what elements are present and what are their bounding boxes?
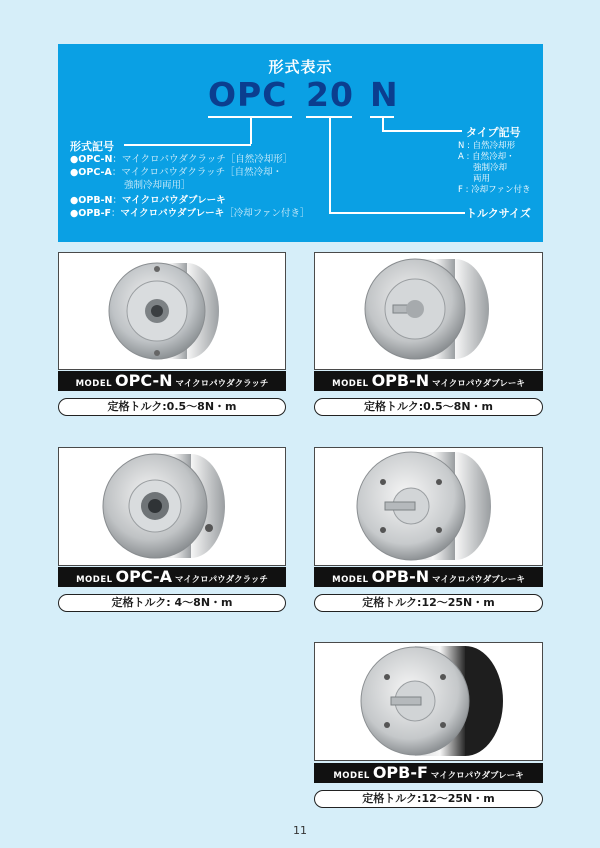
code-part-size: 20: [306, 75, 354, 114]
leader-series-h: [124, 144, 251, 146]
brake-image: [315, 253, 542, 369]
leader-type-v: [382, 118, 384, 130]
model-bar-opc-a: MODEL OPC-A マイクロパウダクラッチ: [58, 567, 286, 587]
model-bar-opb-n-small: MODEL OPB-N マイクロパウダブレーキ: [314, 371, 543, 391]
model-row-opb-n: ●OPB-N：マイクロパウダブレーキ: [70, 195, 226, 206]
type-row-f: F : 冷却ファン付き: [458, 185, 531, 195]
torque-pill-opb-n-small: 定格トルク:0.5～8N・m: [314, 398, 543, 416]
product-photo-opb-n-large: [314, 447, 543, 566]
model-bar-opb-n-large: MODEL OPB-N マイクロパウダブレーキ: [314, 567, 543, 587]
product-photo-opc-a: [58, 447, 286, 566]
panel-title: 形式表示: [268, 58, 333, 76]
torque-pill-opb-f: 定格トルク:12～25N・m: [314, 790, 543, 808]
leader-series-v: [250, 118, 252, 144]
type-row-a-cont2: 両用: [473, 174, 491, 184]
torque-pill-opc-a: 定格トルク: 4～8N・m: [58, 594, 286, 612]
torque-pill-opb-n-large: 定格トルク:12～25N・m: [314, 594, 543, 612]
torque-size-label: トルクサイズ: [466, 207, 531, 220]
brake-large-image: [315, 448, 542, 565]
model-bar-opc-n: MODEL OPC-N マイクロパウダクラッチ: [58, 371, 286, 391]
type-symbol-heading: タイプ記号: [466, 126, 521, 139]
model-row-opc-a: ●OPC-A：マイクロパウダクラッチ［自然冷却・: [70, 167, 283, 178]
type-row-a-cont1: 強制冷却: [473, 163, 508, 173]
leader-size-v: [329, 118, 331, 212]
clutch-image: [59, 253, 285, 369]
product-photo-opb-n-small: [314, 252, 543, 370]
leader-type-h: [382, 130, 462, 132]
model-bar-opb-f: MODEL OPB-F マイクロパウダブレーキ: [314, 763, 543, 783]
model-row-opb-f: ●OPB-F：マイクロパウダブレーキ［冷却ファン付き］: [70, 208, 310, 219]
type-row-n: N : 自然冷却形: [458, 141, 516, 151]
code-part-type: N: [370, 75, 399, 114]
type-row-a: A : 自然冷却・: [458, 152, 515, 162]
product-photo-opb-f: [314, 642, 543, 761]
leader-size-h: [329, 212, 465, 214]
model-row-opc-a-cont: 強制冷却両用］: [124, 180, 191, 191]
designation-panel: [58, 44, 543, 242]
model-row-opc-n: ●OPC-N：マイクロパウダクラッチ［自然冷却形］: [70, 154, 293, 165]
torque-pill-opc-n: 定格トルク:0.5～8N・m: [58, 398, 286, 416]
clutch-a-image: [59, 448, 285, 565]
code-part-series: OPC: [208, 75, 288, 114]
page-number: 11: [293, 824, 307, 837]
brake-fan-image: [315, 643, 542, 760]
model-symbol-heading: 形式記号: [70, 140, 114, 153]
product-photo-opc-n: [58, 252, 286, 370]
